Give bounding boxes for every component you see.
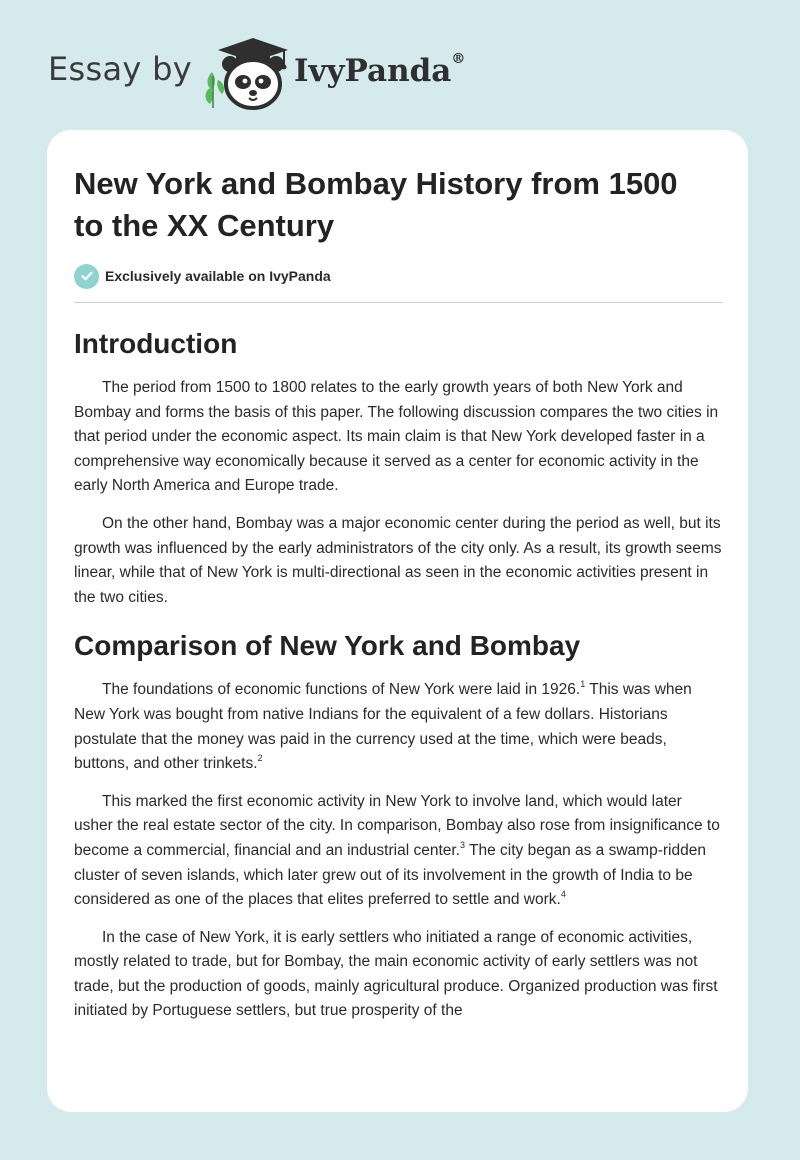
exclusive-badge [74,263,331,289]
exclusive-badge-text: Exclusively available on IvyPanda [105,268,331,284]
footnote-ref[interactable]: 1 [580,679,586,690]
registered-mark: ® [451,51,466,67]
paragraph-text: The city began as a swamp-ridden cluster of seven islands, which later grew out of its involvement in the growth of India to be considered as one of the places that elites preferred to settle and work. [74,841,706,909]
section-heading-comparison: Comparison of New York and Bombay [74,630,581,662]
paragraph [74,790,724,913]
paragraph-text: This marked the first economic activity in New York to involve land, which would later usher the real estate sector of the city. In comparison, Bombay also rose from insignificance to become a commercial, financial and an industrial center. [74,792,720,859]
footnote-ref[interactable]: 3 [459,839,465,850]
paragraph-text: This was when New York was bought from native Indians for the equivalent of a few dollars. Historians postulate that the money was paid in the currency used at the time, which were beads, buttons, and other trinkets. [74,681,692,773]
site-header [0,0,800,130]
essay-body [74,316,724,1037]
brand-name-text: IvyPanda [294,53,452,89]
paragraph: On the other hand, Bombay was a major economic center during the period as well, but its growth was influenced by the early administrators of the city only. As a result, its growth seems linear, while that of New York is multi-directional as seen in the economic activities present in the two cities. [74,514,722,606]
section-heading-introduction: Introduction [74,328,238,359]
ivypanda-logo-icon[interactable] [200,32,296,112]
paragraph: In the case of New York, it is early settlers who initiated a range of economic activities, mostly related to trade, but for Bombay, the main economic activity of early settlers was not trade, but the production of goods, mainly agricultural produce. Organized production was first initiated by Portuguese settlers, but true prosperity of the [74,928,718,1020]
check-circle-icon [74,264,99,289]
essay-card [47,130,748,1112]
footnote-ref[interactable]: 4 [560,888,566,899]
paragraph [74,678,724,776]
panda-graduation-cap-icon [218,38,288,108]
paragraph: The period from 1500 to 1800 relates to the early growth years of both New York and Bombay and forms the basis of this paper. The following discussion compares the two cities in that period under the economic aspect. Its main claim is that New York developed faster in a comprehensive way economically because it served as a center for economic activity in the early North America and Europe trade. [74,379,719,495]
footnote-ref[interactable]: 2 [257,752,263,763]
essay-by-label: Essay by [48,50,192,88]
essay-title: New York and Bombay History from 1500 to the XX Century [74,166,678,243]
title-divider [74,302,723,303]
paragraph-text: The foundations of economic functions of New York were laid in 1926. [102,681,581,699]
ivy-leaf-icon [206,72,225,108]
brand-name[interactable] [294,53,465,89]
